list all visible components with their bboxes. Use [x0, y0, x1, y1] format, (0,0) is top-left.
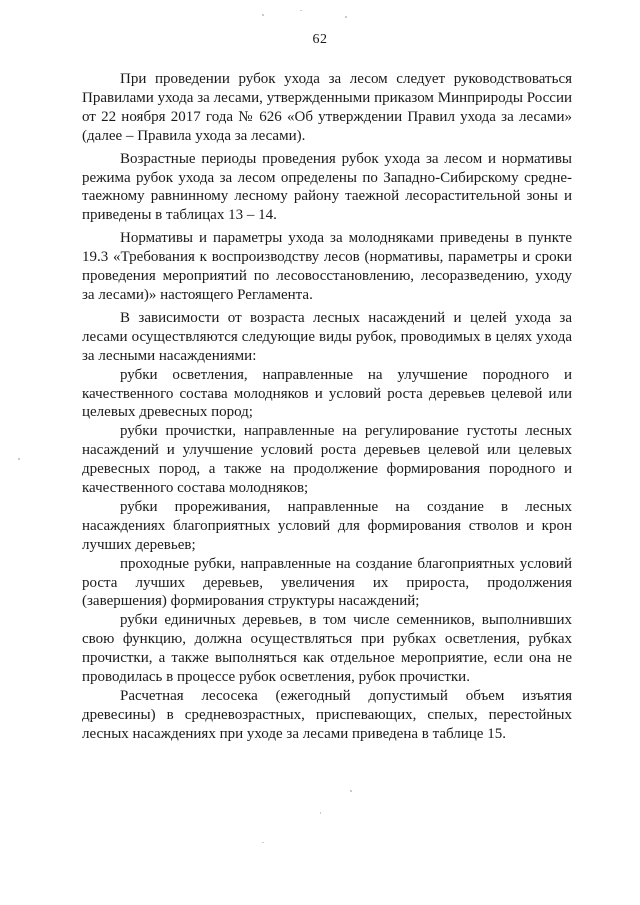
paragraph: При проведении рубок ухода за лесом следует руководствоваться Правилами ухода за лесами, утвержденными приказом Минприроды России от 22 ноября 2017 года № 626 «Об утверждении Правил ухода за лесами» (далее – Правила ухода за лесами).: [82, 71, 572, 144]
paragraph: Возрастные периоды проведения рубок ухода за лесом и нормативы режима рубок ухода за лесом определены по Западно-Сибирскому средне-таежному равнинному лесному району таежной лесорастительной зоны и приведены в таблицах 13 – 14.: [82, 150, 572, 224]
scan-speck: [320, 812, 321, 814]
paragraph: рубки осветления, направленные на улучшение породного и качественного состава молодняков и условий роста деревьев целевой или целевых древесных пород;: [82, 366, 572, 421]
document-body: [82, 70, 572, 744]
scan-speck: [350, 790, 352, 792]
scan-speck: [262, 14, 264, 16]
paragraph: Нормативы и параметры ухода за молодняками приведены в пункте 19.3 «Требования к воспроизводству лесов (нормативы, параметры и сроки проведения мероприятий по лесовосстановлению, лесоразведению, уходу за лесами)» настоящего Регламента.: [82, 230, 572, 303]
paragraph: В зависимости от возраста лесных насаждений и целей ухода за лесами осуществляются следующие виды рубок, проводимых в целях ухода за лесными насаждениями:: [82, 309, 572, 364]
page-number: 62: [312, 32, 328, 47]
scan-speck: [300, 10, 302, 11]
scan-speck: [18, 458, 20, 460]
paragraph: проходные рубки, направленные на создание благоприятных условий роста лучших деревьев, увеличения их прироста, продолжения (завершения) формирования структуры насаждений;: [82, 555, 572, 610]
paragraph: рубки прореживания, направленные на создание в лесных насаждениях благоприятных условий для формирования стволов и крон лучших деревьев;: [82, 498, 572, 553]
scan-speck: [262, 842, 264, 843]
paragraph: Расчетная лесосека (ежегодный допустимый объем изъятия древесины) в средневозрастных, приспевающих, спелых, перестойных лесных насаждениях при уходе за лесами приведена в таблице 15.: [82, 688, 572, 742]
paragraph: рубки единичных деревьев, в том числе семенников, выполнивших свою функцию, должна осуществляться при рубках осветления, рубках прочистки, а также выполняться как отдельное мероприятие, если она не проводилась в процессе рубок осветления, рубок прочистки.: [82, 612, 572, 686]
paragraph: рубки прочистки, направленные на регулирование густоты лесных насаждений и улучшение условий роста деревьев целевой или целевых древесных пород, а также на продолжение формирования породного и качественного состава молодняков;: [82, 423, 572, 497]
scan-speck: [345, 16, 347, 18]
